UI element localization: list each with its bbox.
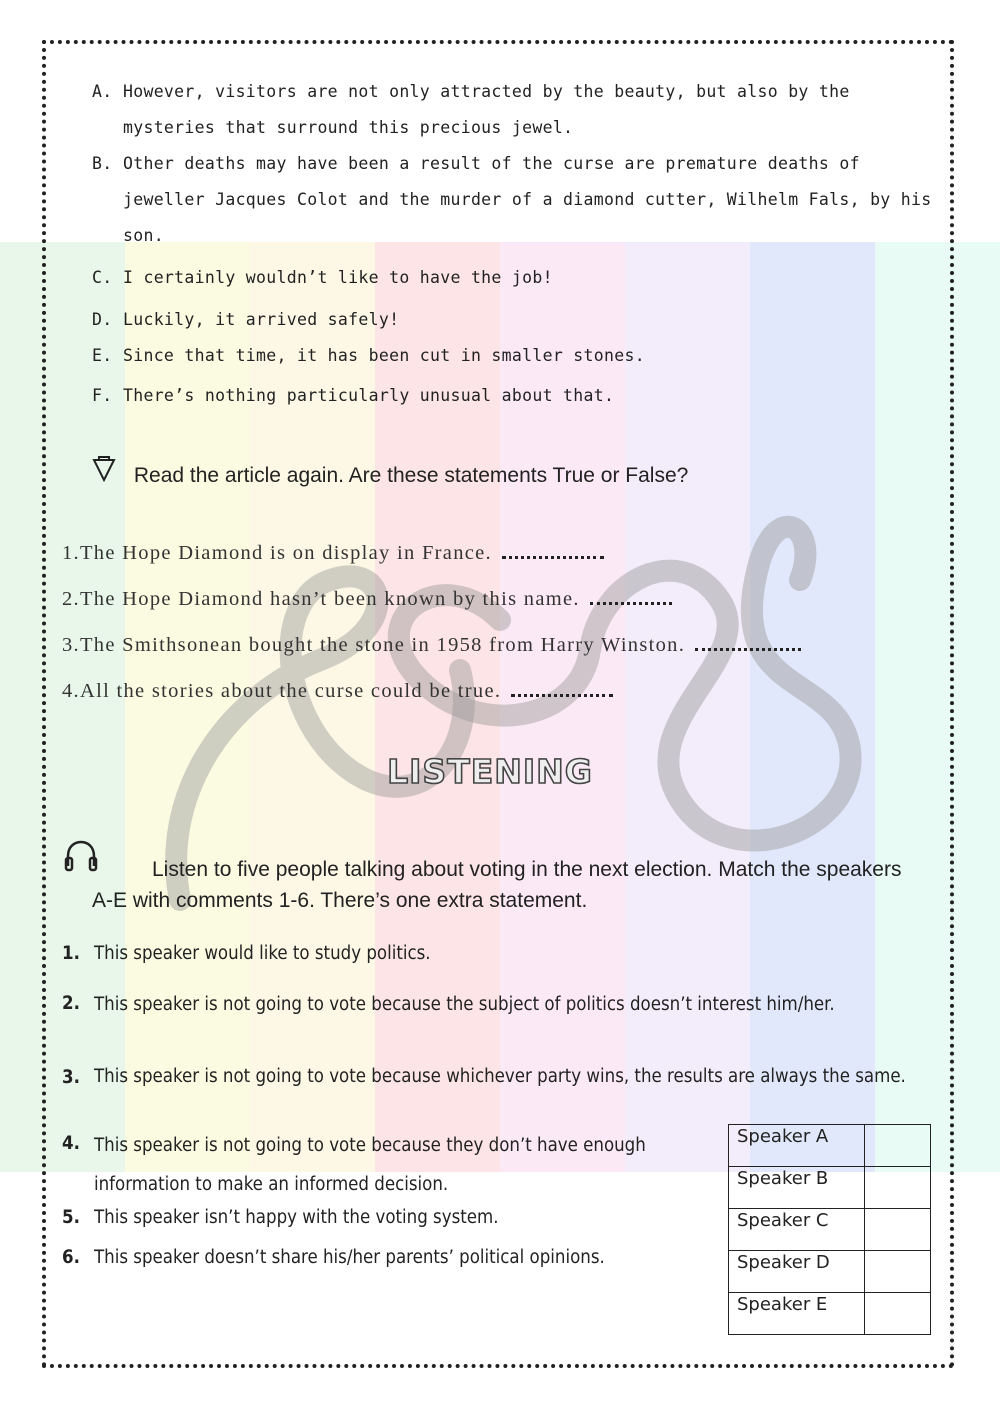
- option-a: [92, 74, 942, 146]
- answer-blank[interactable]: [590, 586, 672, 605]
- option-letter: B.: [92, 154, 113, 173]
- comment-number: 2.: [62, 993, 80, 1014]
- speaker-row: [729, 1125, 931, 1167]
- listening-heading: LISTENING: [387, 752, 593, 791]
- option-letter: E.: [92, 346, 113, 365]
- statement-2: [62, 586, 672, 611]
- statement-4: [62, 678, 613, 703]
- statement-number: 3.: [62, 634, 80, 656]
- option-f: [92, 378, 942, 414]
- reading-instruction: [92, 456, 688, 488]
- statement-text: All the stories about the curse could be true.: [79, 680, 502, 702]
- comment-number: 3.: [62, 1067, 80, 1088]
- option-c: [92, 260, 942, 296]
- option-e: [92, 338, 942, 374]
- speaker-row: [729, 1293, 931, 1335]
- option-text: There’s nothing particularly unusual about that.: [123, 386, 615, 405]
- answer-cell[interactable]: [865, 1125, 931, 1167]
- comment-number: 4.: [62, 1133, 80, 1154]
- option-b: [92, 146, 942, 254]
- statement-number: 1.: [62, 542, 80, 564]
- speaker-label: Speaker C: [729, 1209, 865, 1251]
- option-letter: F.: [92, 386, 113, 405]
- answer-blank[interactable]: [695, 632, 801, 651]
- speaker-label: Speaker A: [729, 1125, 865, 1167]
- option-letter: A.: [92, 82, 113, 101]
- statement-1: [62, 540, 604, 565]
- pencil-icon: [92, 456, 128, 488]
- statement-3: [62, 632, 801, 657]
- reading-instruction-text: Read the article again. Are these statements True or False?: [133, 464, 689, 487]
- speaker-label: Speaker B: [729, 1167, 865, 1209]
- statement-text: The Hope Diamond is on display in France.: [79, 542, 492, 564]
- option-text: I certainly wouldn’t like to have the job!: [123, 268, 553, 287]
- comment-text: This speaker is not going to vote because whichever party wins, the results are always the same.: [94, 1066, 906, 1087]
- speaker-label: Speaker E: [729, 1293, 865, 1335]
- answer-blank[interactable]: [502, 540, 604, 559]
- option-d: [92, 302, 942, 338]
- answer-cell[interactable]: [865, 1167, 931, 1209]
- option-text: However, visitors are not only attracted by the beauty, but also by the mysteries that surround this precious jewel.: [123, 82, 850, 137]
- speaker-row: [729, 1209, 931, 1251]
- comment-text: This speaker is not going to vote because the subject of politics doesn’t interest him/her.: [94, 994, 835, 1015]
- statement-text: The Smithsonean bought the stone in 1958 from Harry Winston.: [79, 634, 686, 656]
- option-text: Luckily, it arrived safely!: [123, 310, 400, 329]
- comment-text: This speaker would like to study politics.: [94, 943, 431, 964]
- speaker-table: [728, 1124, 931, 1335]
- answer-cell[interactable]: [865, 1293, 931, 1335]
- speaker-label: Speaker D: [729, 1251, 865, 1293]
- answer-cell[interactable]: [865, 1251, 931, 1293]
- comment-text: This speaker doesn’t share his/her parents’ political opinions.: [94, 1247, 605, 1268]
- listening-instruction: Listen to five people talking about voting in the next election. Match the speakers A-E with comments 1-6. There’s one extra statement.: [92, 858, 902, 912]
- speaker-row: [729, 1251, 931, 1293]
- speaker-row: [729, 1167, 931, 1209]
- answer-blank[interactable]: [511, 678, 613, 697]
- option-letter: C.: [92, 268, 113, 287]
- answer-cell[interactable]: [865, 1209, 931, 1251]
- option-text: Since that time, it has been cut in smaller stones.: [123, 346, 645, 365]
- option-letter: D.: [92, 310, 113, 329]
- statement-number: 4.: [62, 680, 80, 702]
- comment-number: 6.: [62, 1247, 80, 1268]
- comment-number: 1.: [62, 943, 80, 964]
- statement-text: The Hope Diamond hasn’t been known by this name.: [79, 588, 580, 610]
- statement-number: 2.: [62, 588, 80, 610]
- option-text: Other deaths may have been a result of the curse are premature deaths of jeweller Jacques Colot and the murder of a diamond cutter, Wilhelm Fals, by his son.: [123, 154, 932, 245]
- comment-text: This speaker isn’t happy with the voting system.: [94, 1207, 499, 1228]
- comment-text: This speaker is not going to vote because they don’t have enough information to make an informed decision.: [94, 1135, 646, 1195]
- comment-number: 5.: [62, 1207, 80, 1228]
